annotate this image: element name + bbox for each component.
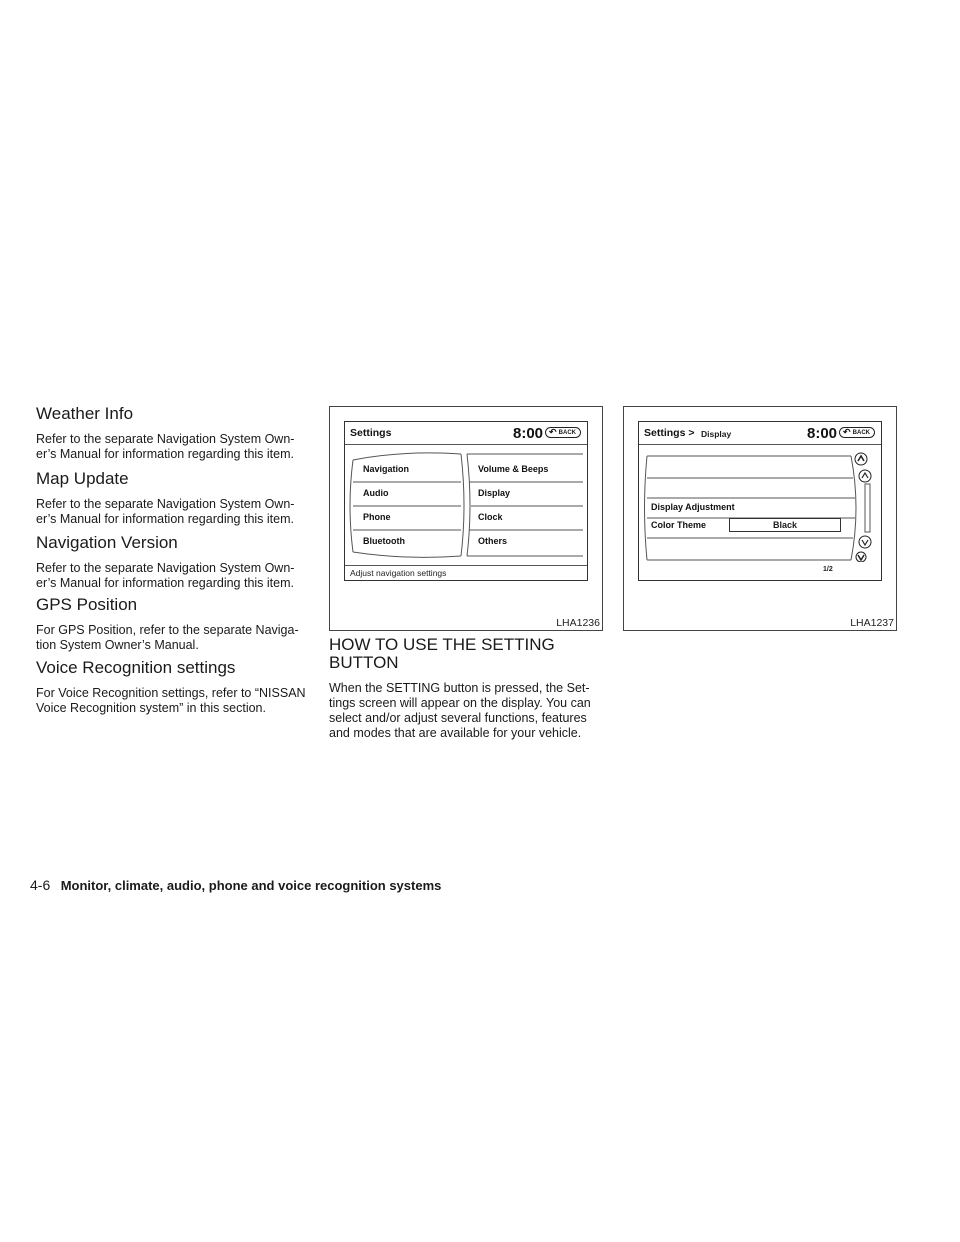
para-voice-recognition: For Voice Recognition settings, refer to “NISSAN Voice Recognition system” in this section. [36,686,306,715]
menu-item-phone[interactable]: Phone [363,512,391,522]
clock-time: 8:00 [807,425,838,442]
menu-item-volume-beeps[interactable]: Volume & Beeps [478,464,549,474]
figure-settings-screen [329,406,603,631]
footer [30,877,441,895]
back-button[interactable]: ↶ BACK [545,427,581,438]
menu-item-others[interactable]: Others [478,536,508,546]
page-indicator: 1/2 [823,566,833,573]
heading-map-update: Map Update [36,469,129,488]
back-arrow-icon: ↶ [549,427,557,437]
figure-display-settings-screen [623,406,897,631]
back-arrow-icon: ↶ [843,427,851,437]
heading-gps-position: GPS Position [36,595,138,614]
figure-caption: LHA1236 [556,617,600,629]
back-button[interactable]: ↶ BACK [839,427,875,438]
para-navigation-version: Refer to the separate Navigation System Own-er’s Manual for information regarding this item. [36,561,295,590]
para-weather-info: Refer to the separate Navigation System Own-er’s Manual for information regarding this item. [36,432,295,461]
para-gps-position: For GPS Position, refer to the separate Naviga-tion System Owner’s Manual. [36,623,299,652]
scroll-buttons [850,450,880,562]
settings-screen [344,421,588,581]
heading-weather-info: Weather Info [36,404,134,423]
menu-item-clock[interactable]: Clock [478,512,503,522]
screen-title: Settings > [644,427,695,439]
section-heading: HOW TO USE THE SETTING BUTTON [329,635,555,672]
color-theme-value[interactable]: Black [729,518,841,532]
heading-voice-recognition: Voice Recognition settings [36,658,236,677]
display-settings-screen [638,421,882,581]
row-color-theme[interactable]: Color Theme [651,520,707,530]
status-text: Adjust navigation settings [350,568,447,578]
menu-item-navigation[interactable]: Navigation [363,464,410,474]
chapter-title: Monitor, climate, audio, phone and voice recognition systems [60,878,442,893]
page-number: 4-6 [30,877,51,893]
clock-time: 8:00 [513,425,544,442]
heading-navigation-version: Navigation Version [36,533,178,552]
menu-item-audio[interactable]: Audio [363,488,389,498]
figure-caption: LHA1237 [850,617,894,629]
screen-subtitle: Display [701,429,732,439]
menu-item-bluetooth[interactable]: Bluetooth [363,536,405,546]
list-frame [639,444,881,580]
row-display-adjustment[interactable]: Display Adjustment [651,502,735,512]
menu-frame [345,444,587,566]
section-body: When the SETTING button is pressed, the Set-tings screen will appear on the display. You can select and/or adjust several functions, features and modes that are available for your vehicle. [329,681,591,740]
status-divider [345,565,587,566]
para-map-update: Refer to the separate Navigation System Own-er’s Manual for information regarding this item. [36,497,295,526]
screen-title: Settings [350,427,392,439]
menu-item-display[interactable]: Display [478,488,511,498]
